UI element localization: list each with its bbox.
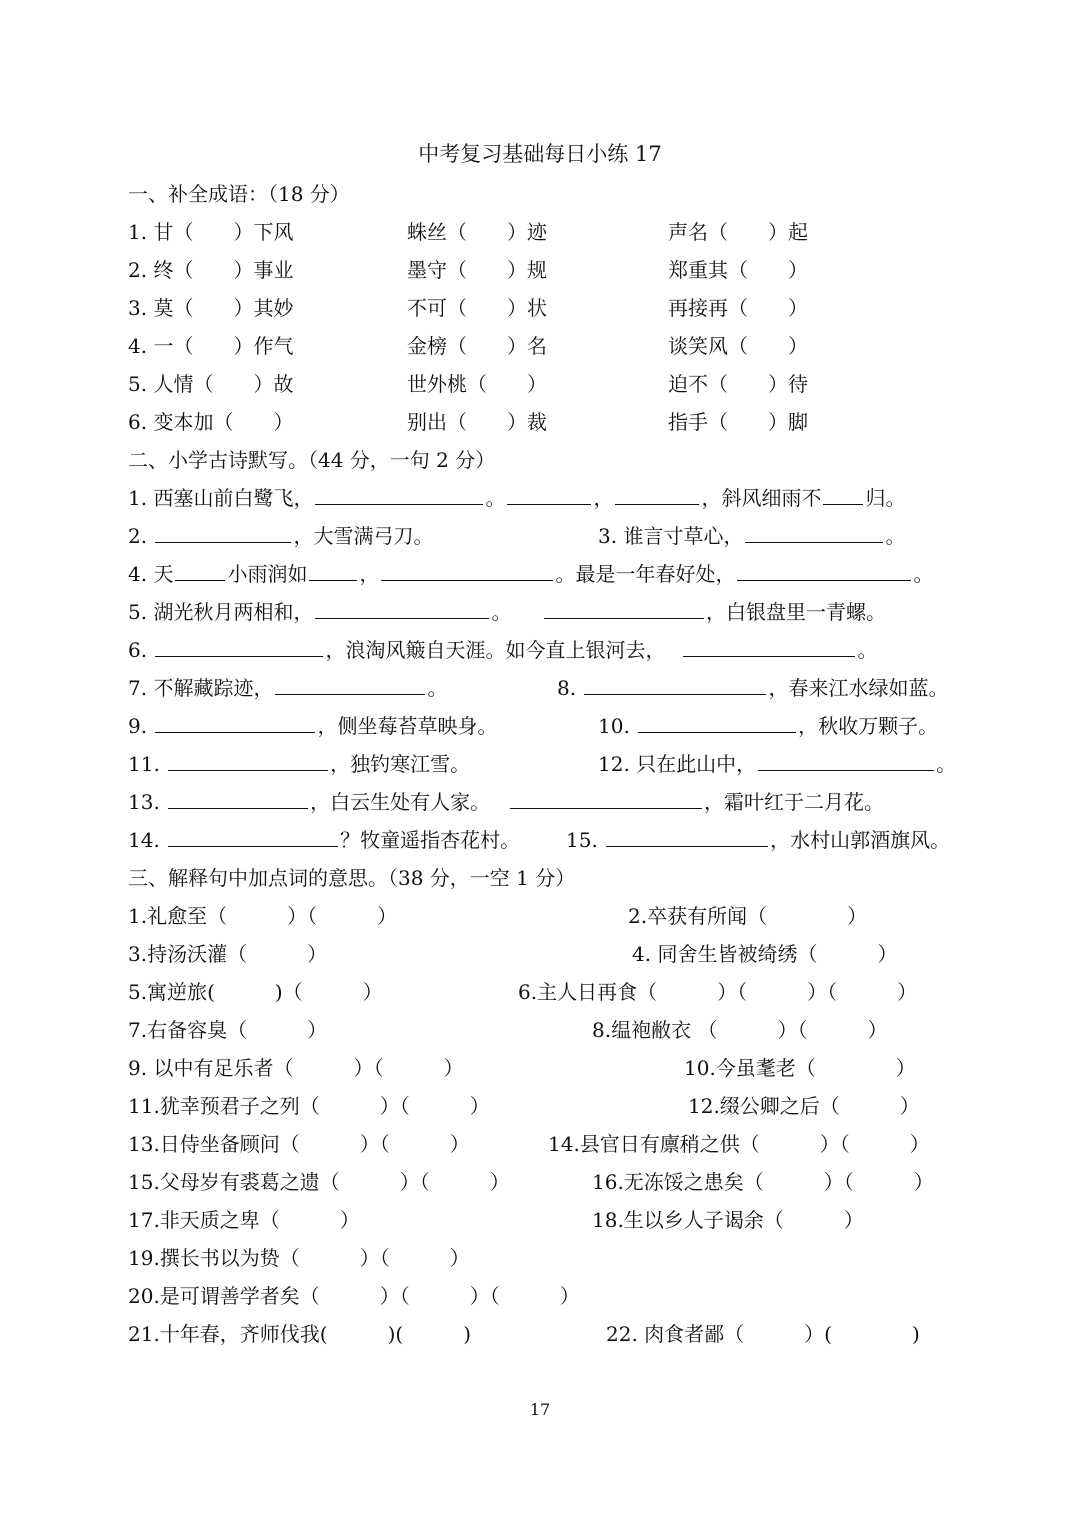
explain-item: 8.缊袍敝衣 （ ）（ ） [592, 1018, 888, 1042]
explain-item: 17.非天质之卑（ ） [128, 1208, 360, 1232]
explain-item: 4. 同舍生皆被绮绣（ ） [632, 942, 898, 966]
idiom-item: 迫不（ ）待 [668, 372, 808, 396]
explain-item: 7.右备容臭（ ） [128, 1018, 328, 1042]
idiom-item: 1. 甘（ ）下风 [128, 220, 294, 244]
poem-line-13: 13. ，白云生处有人家。 [128, 790, 491, 814]
page-number: 17 [529, 1400, 551, 1419]
explain-item: 9. 以中有足乐者（ ）（ ） [128, 1056, 464, 1080]
explain-item: 12.缀公卿之后（ ） [688, 1094, 920, 1118]
answer-blank[interactable] [823, 486, 863, 505]
idiom-item: 蛛丝（ ）迹 [407, 220, 547, 244]
idiom-item: 不可（ ）状 [407, 296, 547, 320]
answer-blank[interactable] [155, 714, 315, 733]
page-title: 中考复习基础每日小练 17 [418, 142, 662, 166]
poem-line-13b: ，霜叶红于二月花。 [508, 786, 884, 815]
idiom-item: 5. 人情（ ）故 [128, 372, 294, 396]
answer-blank[interactable] [315, 600, 489, 619]
answer-blank[interactable] [737, 562, 911, 581]
answer-blank[interactable] [758, 752, 934, 771]
poem-line-2: 2. ，大雪满弓刀。 [128, 524, 434, 548]
idiom-item: 声名（ ）起 [668, 220, 808, 244]
idiom-item: 别出（ ）裁 [407, 410, 547, 434]
explain-item: 10.今虽耄老（ ） [684, 1056, 916, 1080]
idiom-item: 再接再（ ） [668, 296, 808, 320]
answer-blank[interactable] [745, 524, 883, 543]
explain-item: 18.生以乡人子谒余（ ） [592, 1208, 864, 1232]
idiom-item: 谈笑风（ ） [668, 334, 808, 358]
idiom-item: 世外桃（ ） [407, 372, 547, 396]
poem-line-4: 4. 天 小雨润如 ， 。最是一年春好处， 。 [128, 562, 934, 586]
explain-item: 2.卒获有所闻（ ） [628, 904, 868, 928]
poem-line-6: 6. ，浪淘风簸自天涯。如今直上银河去， 。 [128, 638, 878, 662]
poem-line-8: 8. ，春来江水绿如蓝。 [557, 676, 949, 700]
explain-item: 14.县官日有廪稍之供（ ）（ ） [548, 1132, 930, 1156]
explain-item: 5.寓逆旅( )（ ） [128, 980, 383, 1004]
explain-item: 15.父母岁有裘葛之遗（ ）（ ） [128, 1170, 510, 1194]
explain-item: 19.撰长书以为贽（ ）（ ） [128, 1246, 470, 1270]
section2-heading: 二、小学古诗默写。（44 分，一句 2 分） [128, 448, 496, 472]
poem-line-14: 14. ？牧童遥指杏花村。 [128, 828, 521, 852]
answer-blank[interactable] [275, 676, 425, 695]
answer-blank[interactable] [168, 752, 328, 771]
answer-blank[interactable] [615, 486, 699, 505]
idiom-item: 指手（ ）脚 [668, 410, 808, 434]
answer-blank[interactable] [309, 562, 357, 581]
answer-blank[interactable] [507, 486, 591, 505]
answer-blank[interactable] [544, 600, 704, 619]
explain-item: 11.犹幸预君子之列（ ）（ ） [128, 1094, 490, 1118]
answer-blank[interactable] [155, 524, 291, 543]
poem-line-9: 9. ，侧坐莓苔草映身。 [128, 714, 498, 738]
answer-blank[interactable] [638, 714, 796, 733]
section3-heading: 三、解释句中加点词的意思。（38 分，一空 1 分） [128, 866, 576, 890]
poem-line-1: 1. 西塞山前白鹭飞， 。 ， ，斜风细雨不 归。 [128, 486, 906, 510]
explain-item: 22. 肉食者鄙（ ）( ) [606, 1322, 920, 1346]
idiom-item: 墨守（ ）规 [407, 258, 547, 282]
poem-line-11: 11. ，独钓寒江雪。 [128, 752, 471, 776]
idiom-item: 郑重其（ ） [668, 258, 808, 282]
poem-line-7: 7. 不解藏踪迹， 。 [128, 676, 448, 700]
idiom-item: 6. 变本加（ ） [128, 410, 294, 434]
answer-blank[interactable] [168, 790, 308, 809]
answer-blank[interactable] [683, 638, 855, 657]
answer-blank[interactable] [315, 486, 483, 505]
poem-line-5: 5. 湖光秋月两相和， 。 [128, 600, 512, 624]
explain-item: 21.十年春，齐师伐我( )( ) [128, 1322, 472, 1346]
explain-item: 3.持汤沃灌（ ） [128, 942, 328, 966]
explain-item: 1.礼愈至（ ）（ ） [128, 904, 398, 928]
explain-item: 20.是可谓善学者矣（ ）（ ）（ ） [128, 1284, 580, 1308]
idiom-item: 2. 终（ ）事业 [128, 258, 294, 282]
poem-line-12: 12. 只在此山中， 。 [598, 752, 957, 776]
explain-item: 16.无冻馁之患矣（ ）（ ） [592, 1170, 934, 1194]
poem-line-5b: ，白银盘里一青螺。 [542, 596, 886, 625]
answer-blank[interactable] [606, 828, 768, 847]
idiom-item: 3. 莫（ ）其妙 [128, 296, 294, 320]
section1-heading: 一、补全成语：（18 分） [128, 182, 350, 206]
poem-line-15: 15. ，水村山郭酒旗风。 [566, 828, 951, 852]
poem-line-3: 3. 谁言寸草心， 。 [598, 524, 906, 548]
answer-blank[interactable] [155, 638, 323, 657]
idiom-item: 4. 一（ ）作气 [128, 334, 294, 358]
idiom-item: 金榜（ ）名 [407, 334, 547, 358]
explain-item: 6.主人日再食（ ）（ ）（ ） [518, 980, 918, 1004]
answer-blank[interactable] [510, 790, 702, 809]
poem-line-10: 10. ，秋收万颗子。 [598, 714, 939, 738]
answer-blank[interactable] [381, 562, 553, 581]
answer-blank[interactable] [168, 828, 338, 847]
explain-item: 13.日侍坐备顾问（ ）（ ） [128, 1132, 470, 1156]
answer-blank[interactable] [584, 676, 766, 695]
answer-blank[interactable] [175, 562, 225, 581]
